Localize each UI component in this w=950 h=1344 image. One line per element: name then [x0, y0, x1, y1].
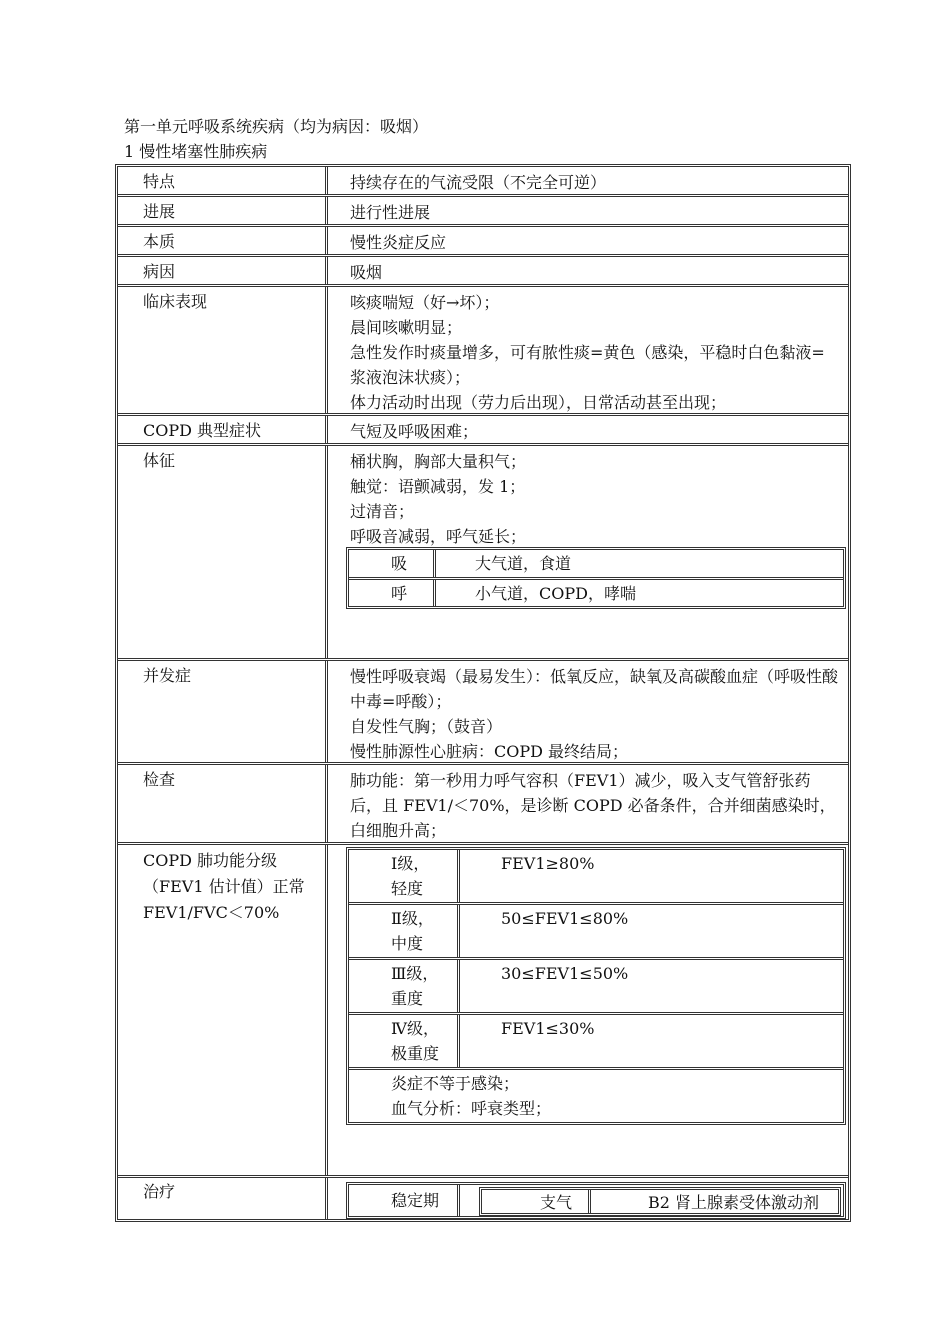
- content-line: 呼吸音减弱，呼气延长；: [350, 527, 527, 546]
- column-divider: [325, 446, 328, 658]
- column-divider: [457, 905, 460, 957]
- table-row-nature: [118, 227, 848, 257]
- table-row-treatment: [118, 1178, 848, 1219]
- grading-notes-row: [349, 1070, 843, 1122]
- row-label: 进展: [143, 202, 176, 221]
- column-divider: [457, 850, 460, 902]
- grade-severity: 极重度: [391, 1044, 440, 1063]
- drug-class: 支气: [540, 1193, 573, 1212]
- grade-value: FEV1≤30%: [501, 1019, 595, 1038]
- column-divider: [325, 287, 328, 413]
- content-line: 持续存在的气流受限（不完全可逆）: [350, 173, 607, 192]
- content-line: 急性发作时痰量增多，可有脓性痰=黄色（感染，平稳时白色黏液=浆液泡沫状痰）；: [350, 343, 825, 387]
- row-label: 特点: [143, 172, 176, 191]
- row-content: [350, 230, 840, 255]
- column-divider: [325, 227, 328, 254]
- row-label: 临床表现: [143, 292, 208, 311]
- column-divider: [325, 257, 328, 284]
- table-row-cause: [118, 257, 848, 287]
- sub-cell: 小气道，COPD，哮喘: [475, 584, 636, 603]
- table-row-typical-symptoms: [118, 416, 848, 446]
- note-line: 炎症不等于感染；: [391, 1074, 520, 1093]
- content-line: 肺功能：第一秒用力呼气容积（FEV1）减少，吸入支气管舒张药后，且 FEV1/＜70%，是诊断 COPD 必备条件，合并细菌感染时，白细胞升高；: [350, 771, 836, 840]
- row-label: 治疗: [143, 1182, 176, 1201]
- row-content: [350, 768, 840, 843]
- content-line: 自发性气胸；（鼓音）: [350, 717, 503, 736]
- row-label: 并发症: [143, 666, 192, 685]
- content-line: 进行性进展: [350, 203, 431, 222]
- column-divider: [325, 197, 328, 224]
- column-divider: [457, 960, 460, 1012]
- table-row-signs: [118, 446, 848, 661]
- label-line: FEV1/FVC＜70%: [143, 903, 280, 922]
- row-label: 检查: [143, 770, 176, 789]
- row-label: [143, 848, 323, 926]
- grade-value: 50≤FEV1≤80%: [501, 909, 629, 928]
- column-divider: [457, 1185, 460, 1216]
- grade-row: [349, 960, 843, 1015]
- row-label: COPD 典型症状: [143, 421, 262, 440]
- content-line: 吸烟: [350, 263, 383, 282]
- drug-name: B2 肾上腺素受体激动剂: [648, 1193, 820, 1212]
- row-label: 本质: [143, 232, 176, 251]
- label-line: （FEV1 估计值）正常: [143, 877, 305, 896]
- treatment-table: [346, 1182, 846, 1219]
- content-line: 慢性呼吸衰竭（最易发生）：低氧反应，缺氧及高碳酸血症（呼吸性酸中毒=呼酸）；: [350, 667, 839, 711]
- column-divider: [325, 661, 328, 762]
- row-content: [350, 290, 840, 415]
- row-label: 病因: [143, 262, 176, 281]
- sub-table-row: [349, 580, 843, 606]
- row-content: [350, 419, 840, 444]
- column-divider: [325, 167, 328, 194]
- table-row-grading: [118, 845, 848, 1178]
- unit-title: 第一单元呼吸系统疾病（均为病因：吸烟）: [124, 117, 429, 136]
- table-row-clinical: [118, 287, 848, 416]
- grade-level: Ⅰ级，: [391, 854, 430, 873]
- content-line: 晨间咳嗽明显；: [350, 318, 463, 337]
- column-divider: [325, 765, 328, 842]
- content-line: 咳痰喘短（好→坏）；: [350, 293, 500, 312]
- grade-row: [349, 850, 843, 905]
- row-content: [350, 449, 840, 549]
- row-content: [350, 260, 840, 285]
- row-content: [350, 200, 840, 225]
- column-divider: [588, 1190, 591, 1213]
- content-line: 体力活动时出现（劳力后出现），日常活动甚至出现；: [350, 393, 727, 412]
- grade-value: 30≤FEV1≤50%: [501, 964, 629, 983]
- section-title: 1 慢性堵塞性肺疾病: [124, 142, 268, 161]
- sub-table-row: [349, 550, 843, 580]
- content-line: 慢性炎症反应: [350, 233, 447, 252]
- column-divider: [325, 416, 328, 443]
- row-content: [350, 170, 840, 195]
- grading-table: [346, 847, 846, 1125]
- sub-cell: 呼: [391, 584, 408, 603]
- table-row-examination: [118, 765, 848, 845]
- table-row-progression: [118, 197, 848, 227]
- note-line: 血气分析：呼衰类型；: [391, 1099, 552, 1118]
- row-content: [350, 664, 840, 764]
- grade-level: Ⅲ级，: [391, 964, 439, 983]
- column-divider: [433, 580, 436, 606]
- content-line: 气短及呼吸困难；: [350, 422, 479, 441]
- content-line: 慢性肺源性心脏病：COPD 最终结局；: [350, 742, 629, 761]
- grade-severity: 轻度: [391, 879, 424, 898]
- grade-severity: 中度: [391, 934, 424, 953]
- table-row-feature: [118, 167, 848, 197]
- treatment-stage: 稳定期: [391, 1191, 440, 1210]
- row-label: 体征: [143, 451, 176, 470]
- sub-cell: 大气道，食道: [475, 554, 572, 573]
- content-line: 触觉：语颤减弱，发 1；: [350, 477, 526, 496]
- column-divider: [325, 845, 328, 1175]
- drug-table: [479, 1187, 841, 1216]
- copd-table: [115, 164, 851, 1222]
- sub-cell: 吸: [391, 554, 408, 573]
- table-row-complications: [118, 661, 848, 765]
- column-divider: [433, 550, 436, 577]
- grade-row: [349, 1015, 843, 1070]
- label-line: COPD 肺功能分级: [143, 851, 278, 870]
- breath-sound-table: [346, 547, 846, 609]
- grade-severity: 重度: [391, 989, 424, 1008]
- grade-level: Ⅳ级，: [391, 1019, 439, 1038]
- grade-value: FEV1≥80%: [501, 854, 595, 873]
- grade-level: Ⅱ级，: [391, 909, 434, 928]
- column-divider: [325, 1178, 328, 1219]
- content-line: 桶状胸，胸部大量积气；: [350, 452, 527, 471]
- content-line: 过清音；: [350, 502, 415, 521]
- column-divider: [457, 1015, 460, 1067]
- grade-row: [349, 905, 843, 960]
